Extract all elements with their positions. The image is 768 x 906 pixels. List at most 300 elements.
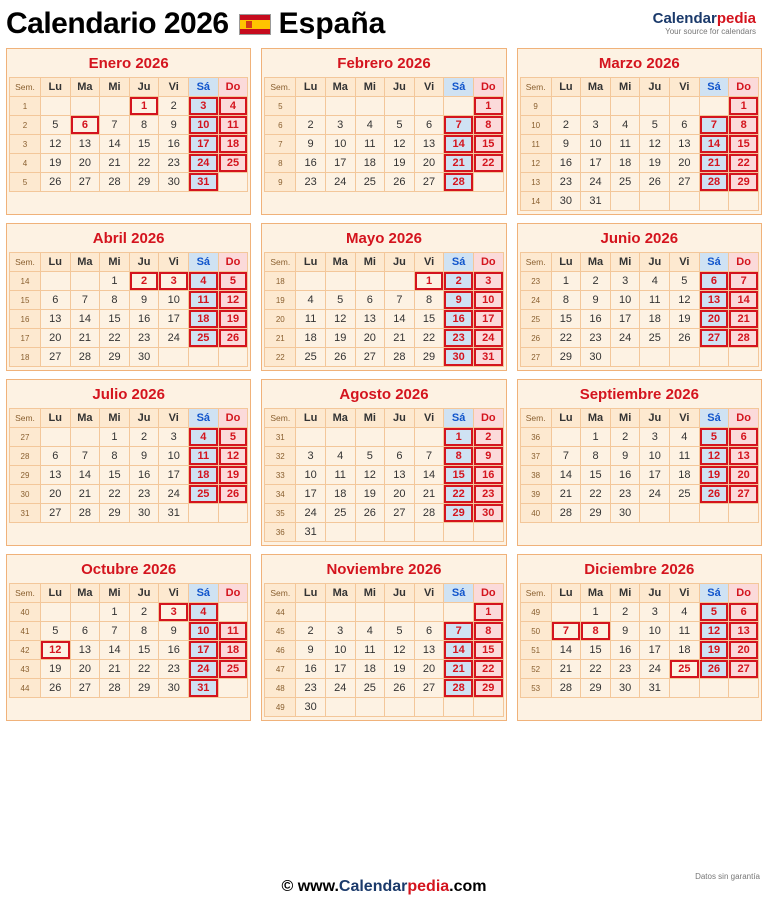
day-cell[interactable]: 7: [551, 622, 581, 641]
day-cell[interactable]: 16: [296, 154, 326, 173]
day-cell[interactable]: 20: [670, 154, 700, 173]
day-cell[interactable]: 18: [355, 154, 385, 173]
day-cell[interactable]: 9: [610, 447, 640, 466]
day-cell[interactable]: 13: [70, 135, 100, 154]
day-cell[interactable]: 17: [296, 485, 326, 504]
day-cell[interactable]: 26: [218, 329, 248, 348]
day-cell[interactable]: 4: [189, 603, 219, 622]
day-cell[interactable]: 3: [325, 116, 355, 135]
day-cell[interactable]: 22: [100, 485, 130, 504]
day-cell[interactable]: 4: [325, 447, 355, 466]
day-cell[interactable]: 10: [189, 116, 219, 135]
day-cell[interactable]: 2: [444, 272, 474, 291]
day-cell[interactable]: 14: [444, 135, 474, 154]
day-cell[interactable]: 6: [729, 428, 759, 447]
day-cell[interactable]: 11: [670, 447, 700, 466]
day-cell[interactable]: 16: [159, 135, 189, 154]
day-cell[interactable]: 25: [355, 173, 385, 192]
day-cell[interactable]: 18: [355, 660, 385, 679]
day-cell[interactable]: 8: [129, 622, 159, 641]
day-cell[interactable]: 4: [296, 291, 326, 310]
day-cell[interactable]: 7: [100, 116, 130, 135]
day-cell[interactable]: 18: [218, 135, 248, 154]
day-cell[interactable]: 25: [640, 329, 670, 348]
day-cell[interactable]: 23: [610, 660, 640, 679]
day-cell[interactable]: 19: [218, 466, 248, 485]
day-cell[interactable]: 10: [296, 466, 326, 485]
day-cell[interactable]: 22: [551, 329, 581, 348]
day-cell[interactable]: 8: [729, 116, 759, 135]
day-cell[interactable]: 4: [355, 116, 385, 135]
day-cell[interactable]: 7: [70, 291, 100, 310]
day-cell[interactable]: 30: [159, 679, 189, 698]
day-cell[interactable]: 22: [473, 660, 503, 679]
day-cell[interactable]: 25: [325, 504, 355, 523]
day-cell[interactable]: 15: [414, 310, 444, 329]
day-cell[interactable]: 17: [640, 466, 670, 485]
day-cell[interactable]: 22: [129, 660, 159, 679]
day-cell[interactable]: 15: [100, 310, 130, 329]
day-cell[interactable]: 3: [159, 272, 189, 291]
day-cell[interactable]: 28: [551, 504, 581, 523]
day-cell[interactable]: 9: [444, 291, 474, 310]
day-cell[interactable]: 8: [129, 116, 159, 135]
day-cell[interactable]: 31: [296, 523, 326, 542]
day-cell[interactable]: 18: [610, 154, 640, 173]
day-cell[interactable]: 20: [355, 329, 385, 348]
day-cell[interactable]: 27: [70, 679, 100, 698]
day-cell[interactable]: 14: [100, 135, 130, 154]
day-cell[interactable]: 6: [355, 291, 385, 310]
day-cell[interactable]: 3: [159, 428, 189, 447]
day-cell[interactable]: 22: [729, 154, 759, 173]
day-cell[interactable]: 30: [610, 504, 640, 523]
day-cell[interactable]: 31: [189, 679, 219, 698]
day-cell[interactable]: 17: [325, 154, 355, 173]
day-cell[interactable]: 27: [729, 485, 759, 504]
day-cell[interactable]: 4: [640, 272, 670, 291]
day-cell[interactable]: 16: [610, 641, 640, 660]
day-cell[interactable]: 23: [551, 173, 581, 192]
day-cell[interactable]: 7: [70, 447, 100, 466]
day-cell[interactable]: 2: [296, 116, 326, 135]
day-cell[interactable]: 12: [699, 622, 729, 641]
day-cell[interactable]: 1: [473, 97, 503, 116]
day-cell[interactable]: 31: [189, 173, 219, 192]
day-cell[interactable]: 7: [100, 622, 130, 641]
day-cell[interactable]: 4: [355, 622, 385, 641]
day-cell[interactable]: 5: [218, 272, 248, 291]
day-cell[interactable]: 15: [473, 641, 503, 660]
day-cell[interactable]: 17: [581, 154, 611, 173]
day-cell[interactable]: 11: [218, 622, 248, 641]
day-cell[interactable]: 29: [473, 679, 503, 698]
day-cell[interactable]: 4: [670, 428, 700, 447]
day-cell[interactable]: 5: [640, 116, 670, 135]
day-cell[interactable]: 9: [296, 135, 326, 154]
day-cell[interactable]: 13: [414, 135, 444, 154]
day-cell[interactable]: 26: [40, 679, 70, 698]
day-cell[interactable]: 19: [325, 329, 355, 348]
day-cell[interactable]: 6: [385, 447, 415, 466]
day-cell[interactable]: 26: [640, 173, 670, 192]
day-cell[interactable]: 26: [355, 504, 385, 523]
day-cell[interactable]: 30: [473, 504, 503, 523]
day-cell[interactable]: 3: [640, 428, 670, 447]
day-cell[interactable]: 29: [100, 348, 130, 367]
day-cell[interactable]: 2: [129, 603, 159, 622]
day-cell[interactable]: 15: [729, 135, 759, 154]
day-cell[interactable]: 12: [218, 291, 248, 310]
day-cell[interactable]: 30: [129, 348, 159, 367]
day-cell[interactable]: 2: [473, 428, 503, 447]
day-cell[interactable]: 19: [40, 660, 70, 679]
day-cell[interactable]: 3: [610, 272, 640, 291]
day-cell[interactable]: 19: [640, 154, 670, 173]
day-cell[interactable]: 10: [159, 447, 189, 466]
day-cell[interactable]: 11: [355, 641, 385, 660]
day-cell[interactable]: 13: [40, 310, 70, 329]
day-cell[interactable]: 14: [414, 466, 444, 485]
day-cell[interactable]: 5: [40, 622, 70, 641]
day-cell[interactable]: 19: [670, 310, 700, 329]
day-cell[interactable]: 21: [551, 660, 581, 679]
day-cell[interactable]: 26: [325, 348, 355, 367]
day-cell[interactable]: 23: [610, 485, 640, 504]
day-cell[interactable]: 9: [159, 116, 189, 135]
day-cell[interactable]: 24: [189, 660, 219, 679]
day-cell[interactable]: 15: [129, 135, 159, 154]
day-cell[interactable]: 4: [189, 272, 219, 291]
day-cell[interactable]: 2: [610, 603, 640, 622]
day-cell[interactable]: 2: [129, 272, 159, 291]
day-cell[interactable]: 12: [385, 135, 415, 154]
day-cell[interactable]: 7: [385, 291, 415, 310]
day-cell[interactable]: 14: [444, 641, 474, 660]
day-cell[interactable]: 23: [444, 329, 474, 348]
day-cell[interactable]: 16: [581, 310, 611, 329]
day-cell[interactable]: 10: [640, 447, 670, 466]
day-cell[interactable]: 16: [444, 310, 474, 329]
day-cell[interactable]: 13: [70, 641, 100, 660]
day-cell[interactable]: 30: [610, 679, 640, 698]
day-cell[interactable]: 29: [129, 173, 159, 192]
day-cell[interactable]: 22: [444, 485, 474, 504]
day-cell[interactable]: 25: [610, 173, 640, 192]
day-cell[interactable]: 23: [581, 329, 611, 348]
day-cell[interactable]: 18: [218, 641, 248, 660]
day-cell[interactable]: 16: [159, 641, 189, 660]
day-cell[interactable]: 11: [640, 291, 670, 310]
day-cell[interactable]: 30: [159, 173, 189, 192]
day-cell[interactable]: 5: [355, 447, 385, 466]
day-cell[interactable]: 5: [385, 116, 415, 135]
day-cell[interactable]: 1: [729, 97, 759, 116]
day-cell[interactable]: 18: [640, 310, 670, 329]
day-cell[interactable]: 7: [414, 447, 444, 466]
day-cell[interactable]: 10: [189, 622, 219, 641]
day-cell[interactable]: 14: [729, 291, 759, 310]
day-cell[interactable]: 10: [473, 291, 503, 310]
day-cell[interactable]: 11: [610, 135, 640, 154]
day-cell[interactable]: 11: [325, 466, 355, 485]
day-cell[interactable]: 18: [670, 641, 700, 660]
day-cell[interactable]: 24: [640, 660, 670, 679]
day-cell[interactable]: 22: [100, 329, 130, 348]
day-cell[interactable]: 19: [218, 310, 248, 329]
day-cell[interactable]: 29: [414, 348, 444, 367]
day-cell[interactable]: 10: [640, 622, 670, 641]
day-cell[interactable]: 4: [189, 428, 219, 447]
day-cell[interactable]: 22: [473, 154, 503, 173]
day-cell[interactable]: 12: [40, 135, 70, 154]
day-cell[interactable]: 2: [551, 116, 581, 135]
day-cell[interactable]: 12: [385, 641, 415, 660]
day-cell[interactable]: 24: [610, 329, 640, 348]
day-cell[interactable]: 1: [414, 272, 444, 291]
day-cell[interactable]: 10: [159, 291, 189, 310]
day-cell[interactable]: 21: [699, 154, 729, 173]
day-cell[interactable]: 20: [414, 660, 444, 679]
day-cell[interactable]: 13: [729, 447, 759, 466]
day-cell[interactable]: 26: [40, 173, 70, 192]
day-cell[interactable]: 20: [40, 329, 70, 348]
day-cell[interactable]: 19: [40, 154, 70, 173]
day-cell[interactable]: 23: [129, 329, 159, 348]
day-cell[interactable]: 20: [40, 485, 70, 504]
day-cell[interactable]: 2: [296, 622, 326, 641]
day-cell[interactable]: 25: [189, 485, 219, 504]
day-cell[interactable]: 24: [473, 329, 503, 348]
day-cell[interactable]: 28: [70, 348, 100, 367]
day-cell[interactable]: 2: [581, 272, 611, 291]
day-cell[interactable]: 25: [189, 329, 219, 348]
day-cell[interactable]: 21: [444, 154, 474, 173]
day-cell[interactable]: 18: [325, 485, 355, 504]
day-cell[interactable]: 16: [551, 154, 581, 173]
day-cell[interactable]: 2: [610, 428, 640, 447]
day-cell[interactable]: 3: [473, 272, 503, 291]
day-cell[interactable]: 13: [355, 310, 385, 329]
day-cell[interactable]: 24: [189, 154, 219, 173]
day-cell[interactable]: 12: [325, 310, 355, 329]
day-cell[interactable]: 5: [699, 428, 729, 447]
day-cell[interactable]: 1: [100, 603, 130, 622]
day-cell[interactable]: 8: [414, 291, 444, 310]
day-cell[interactable]: 18: [189, 310, 219, 329]
day-cell[interactable]: 21: [70, 329, 100, 348]
day-cell[interactable]: 8: [444, 447, 474, 466]
day-cell[interactable]: 6: [670, 116, 700, 135]
day-cell[interactable]: 28: [551, 679, 581, 698]
day-cell[interactable]: 25: [670, 660, 700, 679]
day-cell[interactable]: 19: [699, 641, 729, 660]
day-cell[interactable]: 16: [129, 310, 159, 329]
day-cell[interactable]: 19: [355, 485, 385, 504]
day-cell[interactable]: 28: [70, 504, 100, 523]
day-cell[interactable]: 30: [444, 348, 474, 367]
day-cell[interactable]: 20: [385, 485, 415, 504]
day-cell[interactable]: 28: [385, 348, 415, 367]
day-cell[interactable]: 23: [296, 173, 326, 192]
day-cell[interactable]: 29: [100, 504, 130, 523]
day-cell[interactable]: 14: [385, 310, 415, 329]
day-cell[interactable]: 23: [296, 679, 326, 698]
day-cell[interactable]: 17: [159, 466, 189, 485]
day-cell[interactable]: 23: [129, 485, 159, 504]
day-cell[interactable]: 5: [40, 116, 70, 135]
day-cell[interactable]: 1: [581, 603, 611, 622]
day-cell[interactable]: 21: [70, 485, 100, 504]
day-cell[interactable]: 12: [699, 447, 729, 466]
day-cell[interactable]: 28: [729, 329, 759, 348]
day-cell[interactable]: 21: [551, 485, 581, 504]
day-cell[interactable]: 16: [610, 466, 640, 485]
day-cell[interactable]: 21: [100, 154, 130, 173]
day-cell[interactable]: 7: [551, 447, 581, 466]
day-cell[interactable]: 5: [385, 622, 415, 641]
day-cell[interactable]: 1: [473, 603, 503, 622]
day-cell[interactable]: 26: [385, 679, 415, 698]
day-cell[interactable]: 18: [670, 466, 700, 485]
day-cell[interactable]: 24: [159, 485, 189, 504]
day-cell[interactable]: 11: [670, 622, 700, 641]
day-cell[interactable]: 22: [581, 485, 611, 504]
day-cell[interactable]: 14: [70, 310, 100, 329]
day-cell[interactable]: 8: [581, 622, 611, 641]
day-cell[interactable]: 25: [670, 485, 700, 504]
day-cell[interactable]: 19: [385, 660, 415, 679]
day-cell[interactable]: 30: [581, 348, 611, 367]
day-cell[interactable]: 9: [581, 291, 611, 310]
day-cell[interactable]: 15: [100, 466, 130, 485]
day-cell[interactable]: 24: [581, 173, 611, 192]
day-cell[interactable]: 14: [551, 466, 581, 485]
day-cell[interactable]: 17: [610, 310, 640, 329]
brand-logo[interactable]: [653, 11, 762, 36]
day-cell[interactable]: 8: [100, 291, 130, 310]
day-cell[interactable]: 1: [444, 428, 474, 447]
day-cell[interactable]: 20: [729, 466, 759, 485]
day-cell[interactable]: 10: [325, 135, 355, 154]
day-cell[interactable]: 9: [551, 135, 581, 154]
day-cell[interactable]: 25: [218, 660, 248, 679]
day-cell[interactable]: 11: [296, 310, 326, 329]
day-cell[interactable]: 4: [610, 116, 640, 135]
day-cell[interactable]: 6: [414, 116, 444, 135]
day-cell[interactable]: 15: [129, 641, 159, 660]
day-cell[interactable]: 28: [414, 504, 444, 523]
day-cell[interactable]: 15: [444, 466, 474, 485]
day-cell[interactable]: 1: [129, 97, 159, 116]
day-cell[interactable]: 27: [414, 173, 444, 192]
day-cell[interactable]: 6: [70, 116, 100, 135]
day-cell[interactable]: 6: [699, 272, 729, 291]
day-cell[interactable]: 1: [100, 272, 130, 291]
day-cell[interactable]: 10: [610, 291, 640, 310]
day-cell[interactable]: 30: [296, 698, 326, 717]
day-cell[interactable]: 16: [129, 466, 159, 485]
day-cell[interactable]: 12: [40, 641, 70, 660]
footer-copyright[interactable]: [0, 872, 768, 896]
day-cell[interactable]: 29: [444, 504, 474, 523]
day-cell[interactable]: 6: [40, 291, 70, 310]
day-cell[interactable]: 27: [414, 679, 444, 698]
day-cell[interactable]: 23: [473, 485, 503, 504]
day-cell[interactable]: 20: [70, 660, 100, 679]
day-cell[interactable]: 13: [385, 466, 415, 485]
day-cell[interactable]: 29: [129, 679, 159, 698]
day-cell[interactable]: 16: [296, 660, 326, 679]
day-cell[interactable]: 12: [640, 135, 670, 154]
day-cell[interactable]: 26: [218, 485, 248, 504]
day-cell[interactable]: 15: [551, 310, 581, 329]
day-cell[interactable]: 13: [670, 135, 700, 154]
day-cell[interactable]: 18: [296, 329, 326, 348]
day-cell[interactable]: 31: [473, 348, 503, 367]
day-cell[interactable]: 13: [699, 291, 729, 310]
day-cell[interactable]: 23: [159, 154, 189, 173]
day-cell[interactable]: 17: [640, 641, 670, 660]
day-cell[interactable]: 28: [444, 679, 474, 698]
day-cell[interactable]: 17: [189, 135, 219, 154]
day-cell[interactable]: 5: [218, 428, 248, 447]
day-cell[interactable]: 27: [670, 173, 700, 192]
day-cell[interactable]: 5: [699, 603, 729, 622]
day-cell[interactable]: 22: [581, 660, 611, 679]
day-cell[interactable]: 14: [70, 466, 100, 485]
day-cell[interactable]: 9: [159, 622, 189, 641]
day-cell[interactable]: 14: [551, 641, 581, 660]
day-cell[interactable]: 26: [385, 173, 415, 192]
day-cell[interactable]: 29: [581, 679, 611, 698]
day-cell[interactable]: 24: [640, 485, 670, 504]
day-cell[interactable]: 12: [355, 466, 385, 485]
day-cell[interactable]: 3: [325, 622, 355, 641]
day-cell[interactable]: 9: [129, 291, 159, 310]
day-cell[interactable]: 1: [581, 428, 611, 447]
day-cell[interactable]: 7: [729, 272, 759, 291]
day-cell[interactable]: 4: [218, 97, 248, 116]
day-cell[interactable]: 25: [218, 154, 248, 173]
day-cell[interactable]: 31: [581, 192, 611, 211]
day-cell[interactable]: 21: [414, 485, 444, 504]
day-cell[interactable]: 4: [670, 603, 700, 622]
day-cell[interactable]: 27: [385, 504, 415, 523]
day-cell[interactable]: 16: [473, 466, 503, 485]
day-cell[interactable]: 26: [699, 660, 729, 679]
day-cell[interactable]: 29: [551, 348, 581, 367]
day-cell[interactable]: 14: [100, 641, 130, 660]
day-cell[interactable]: 1: [551, 272, 581, 291]
day-cell[interactable]: 18: [189, 466, 219, 485]
day-cell[interactable]: 3: [296, 447, 326, 466]
day-cell[interactable]: 6: [414, 622, 444, 641]
day-cell[interactable]: 10: [325, 641, 355, 660]
day-cell[interactable]: 21: [385, 329, 415, 348]
day-cell[interactable]: 22: [129, 154, 159, 173]
day-cell[interactable]: 8: [581, 447, 611, 466]
day-cell[interactable]: 19: [385, 154, 415, 173]
day-cell[interactable]: 7: [444, 116, 474, 135]
day-cell[interactable]: 13: [729, 622, 759, 641]
day-cell[interactable]: 29: [729, 173, 759, 192]
day-cell[interactable]: 20: [729, 641, 759, 660]
day-cell[interactable]: 25: [296, 348, 326, 367]
day-cell[interactable]: 27: [40, 348, 70, 367]
day-cell[interactable]: 22: [414, 329, 444, 348]
day-cell[interactable]: 27: [355, 348, 385, 367]
